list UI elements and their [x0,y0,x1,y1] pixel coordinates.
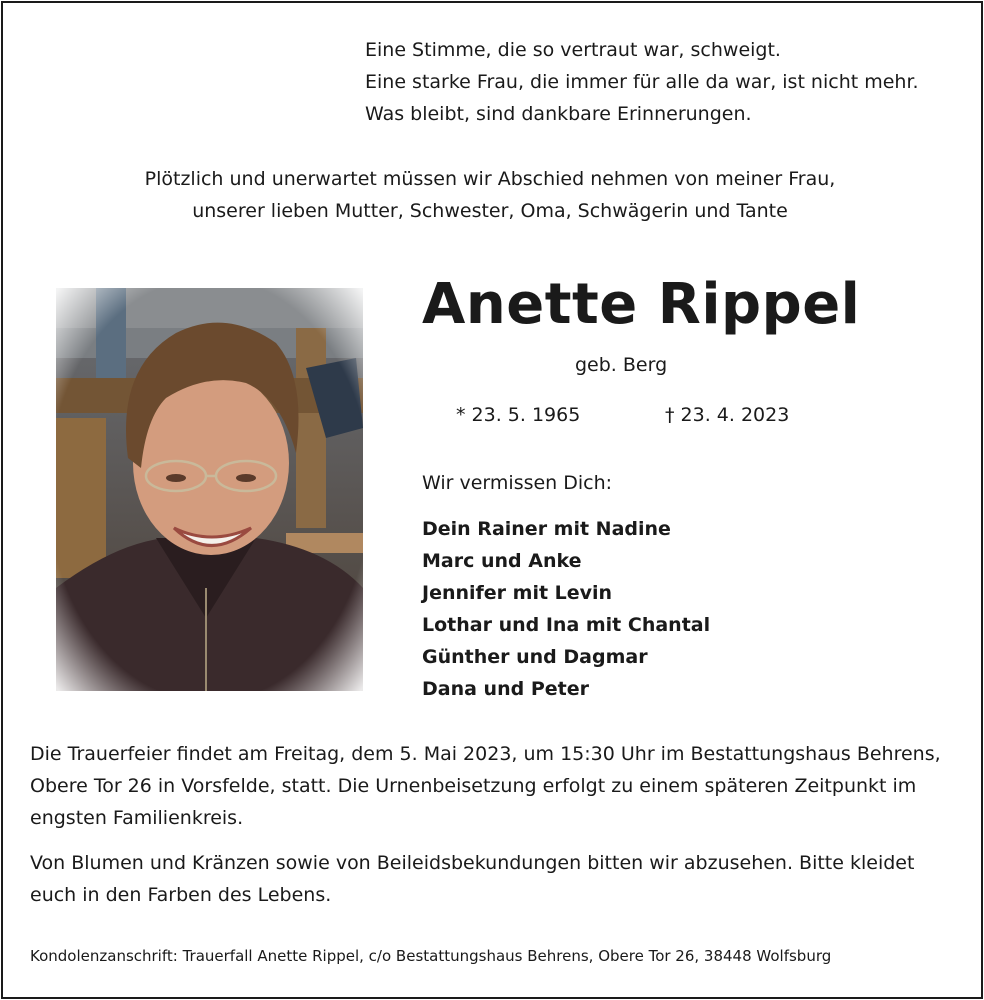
condolence-request: Von Blumen und Kränzen sowie von Beileidsbekundungen bitten wir abzusehen. Bitte kleidet euch in den Farben des Lebens. [30,852,915,906]
maiden-name: geb. Berg [575,354,668,376]
intro-text [0,163,980,227]
poem-line: Eine Stimme, die so vertraut war, schweigt. [365,39,781,61]
poem [365,34,919,130]
mourner-name: Marc und Anke [422,550,582,572]
mourner-name: Günther und Dagmar [422,646,648,668]
mourner-name: Jennifer mit Levin [422,582,613,604]
poem-line: Was bleibt, sind dankbare Erinnerungen. [365,103,752,125]
birth-date: * 23. 5. 1965 [456,404,581,426]
mourners-list [422,513,710,705]
service-details: Die Trauerfeier findet am Freitag, dem 5. Mai 2023, um 15:30 Uhr im Bestattungshaus Behrens, Obere Tor 26 in Vorsfelde, statt. Die Urnenbeisetzung erfolgt zu einem späteren Zeitpunkt im engsten Familienkreis. [30,743,941,829]
portrait-photo [56,288,363,691]
mourners-intro: Wir vermissen Dich: [422,472,613,494]
mourner-name: Dein Rainer mit Nadine [422,518,671,540]
intro-line: Plötzlich und unerwartet müssen wir Abschied nehmen von meiner Frau, [144,168,836,190]
mourner-name: Dana und Peter [422,678,589,700]
condolence-address: Kondolenzanschrift: Trauerfall Anette Rippel, c/o Bestattungshaus Behrens, Obere Tor 26, 38448 Wolfsburg [30,947,832,965]
poem-line: Eine starke Frau, die immer für alle da war, ist nicht mehr. [365,71,919,93]
mourner-name: Lothar und Ina mit Chantal [422,614,711,636]
deceased-name: Anette Rippel [422,272,861,337]
death-date: † 23. 4. 2023 [665,404,790,426]
intro-line: unserer lieben Mutter, Schwester, Oma, Schwägerin und Tante [192,200,788,222]
